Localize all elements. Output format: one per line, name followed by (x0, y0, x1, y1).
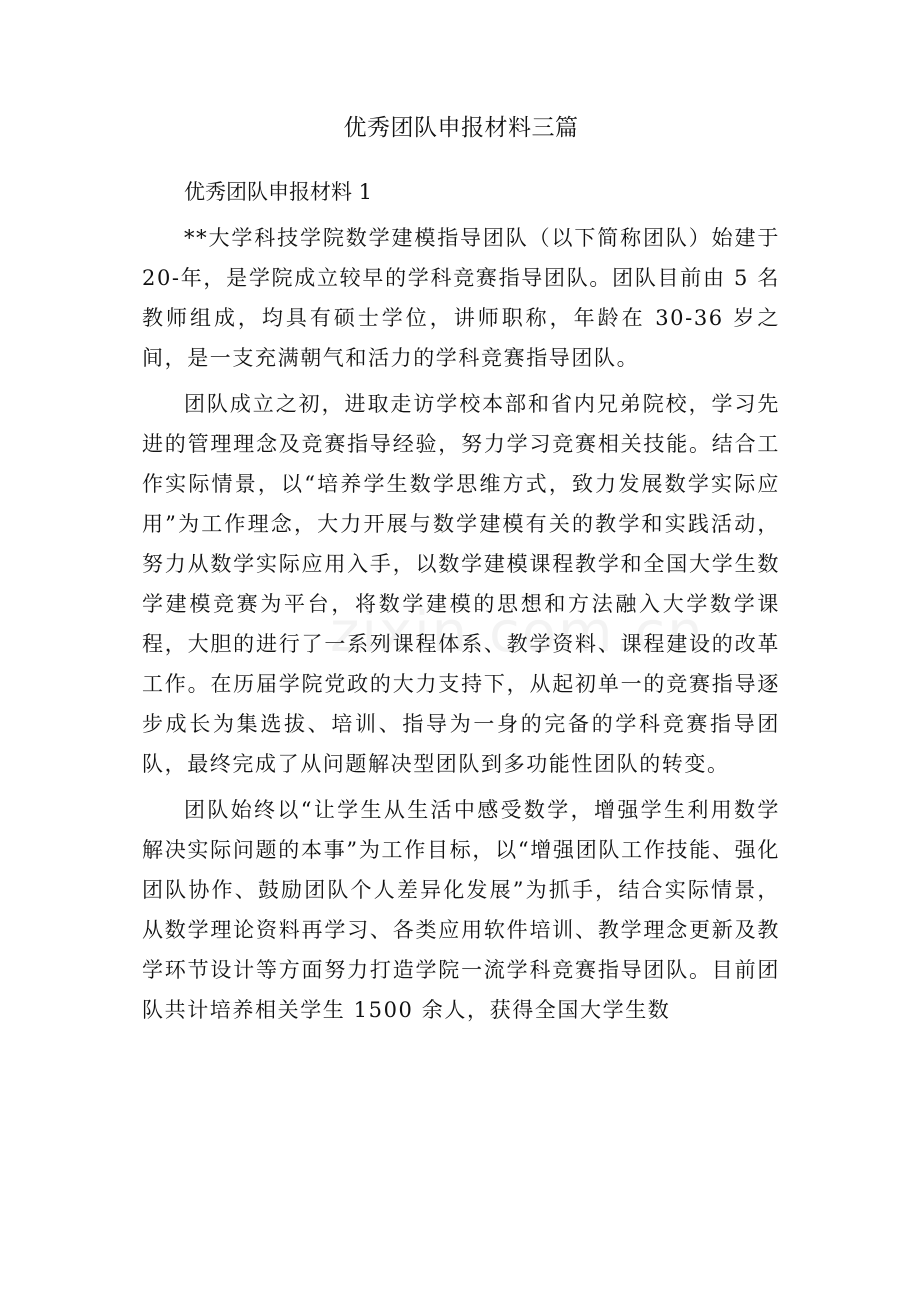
document-title: 优秀团队申报材料三篇 (343, 115, 579, 141)
section-heading: 优秀团队申报材料 1 (184, 180, 373, 204)
paragraph-1: **大学科技学院数学建模指导团队（以下简称团队）始建于 20-年，是学院成立较早的学科竞赛指导团队。团队目前由 5 名教师组成，均具有硕士学位，讲师职称，年龄在 30-36 岁之间，是一支充满朝气和活力的学科竞赛指导团队。 (142, 226, 780, 370)
paragraph-2: 团队成立之初，进取走访学校本部和省内兄弟院校，学习先进的管理理念及竞赛指导经验，努力学习竞赛相关技能。结合工作实际情景，以“培养学生数学思维方式，致力发展数学实际应用”为工作理念，大力开展与数学建模有关的教学和实践活动，努力从数学实际应用入手，以数学建模课程教学和全国大学生数学建模竞赛为平台，将数学建模的思想和方法融入大学数学课程，大胆的进行了一系列课程体系、教学资料、课程建设的改革工作。在历届学院党政的大力支持下，从起初单一的竞赛指导逐步成长为集选拔、培训、指导为一身的完备的学科竞赛指导团队，最终完成了从问题解决型团队到多功能性团队的转变。 (142, 392, 780, 776)
paragraph-3: 团队始终以“让学生从生活中感受数学，增强学生利用数学解决实际问题的本事”为工作目标，以“增强团队工作技能、强化团队协作、鼓励团队个人差异化发展”为抓手，结合实际情景，从数学理论资料再学习、各类应用软件培训、教学理念更新及教学环节设计等方面努力打造学院一流学科竞赛指导团队。目前团队共计培养相关学生 1500 余人，获得全国大学生数 (142, 798, 780, 1022)
